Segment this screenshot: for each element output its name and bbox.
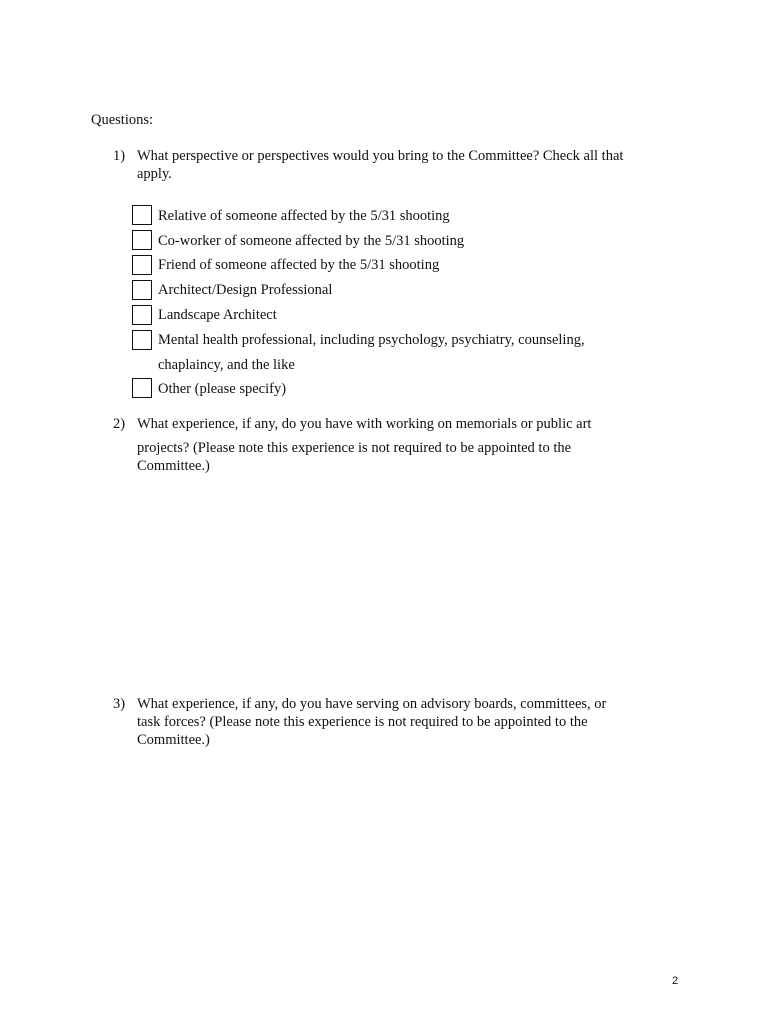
section-heading: Questions: <box>91 112 154 128</box>
option-label: Architect/Design Professional <box>158 282 333 298</box>
question-1-text <box>137 147 697 183</box>
checkbox[interactable] <box>132 305 152 325</box>
question-3-text <box>137 695 697 749</box>
question-2-line-3: Committee.) <box>137 458 210 474</box>
option-label: Other (please specify) <box>158 381 287 397</box>
option-label: Friend of someone affected by the 5/31 shooting <box>158 257 440 273</box>
question-1-line-1: What perspective or perspectives would you bring to the Committee? Check all that <box>137 148 624 164</box>
checkbox[interactable] <box>132 280 152 300</box>
question-3-line-1: What experience, if any, do you have serving on advisory boards, committees, or <box>137 696 607 712</box>
question-3-line-2: task forces? (Please note this experience is not required to be appointed to the <box>137 714 588 730</box>
option-label: Relative of someone affected by the 5/31 shooting <box>158 208 450 224</box>
question-2-line-2: projects? (Please note this experience is not required to be appointed to the <box>137 440 572 456</box>
checkbox[interactable] <box>132 230 152 250</box>
option-label-continued: chaplaincy, and the like <box>158 357 295 373</box>
option-label: Co-worker of someone affected by the 5/31 shooting <box>158 233 465 249</box>
option-label: Landscape Architect <box>158 307 277 323</box>
checkbox[interactable] <box>132 378 152 398</box>
page-number: 2 <box>672 975 679 987</box>
checkbox[interactable] <box>132 205 152 225</box>
option-label: Mental health professional, including psychology, psychiatry, counseling, <box>158 332 585 348</box>
question-1-number: 1) <box>113 148 126 164</box>
question-2-text <box>137 415 697 475</box>
question-3-number: 3) <box>113 696 126 712</box>
question-2-line-1: What experience, if any, do you have with working on memorials or public art <box>137 416 592 432</box>
checkbox[interactable] <box>132 330 152 350</box>
question-1-line-2: apply. <box>137 166 172 182</box>
question-3-line-3: Committee.) <box>137 732 210 748</box>
question-2-number: 2) <box>113 416 126 432</box>
checkbox[interactable] <box>132 255 152 275</box>
